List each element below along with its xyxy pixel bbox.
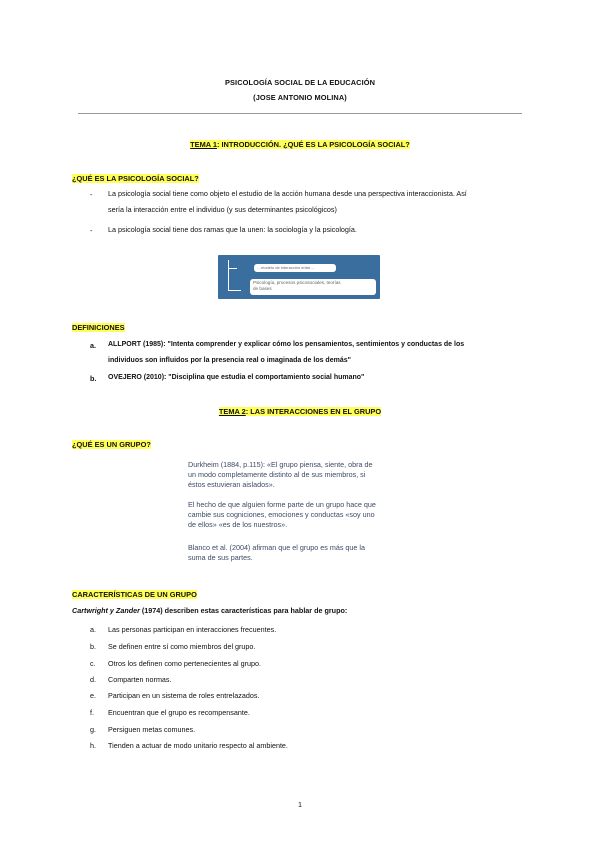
list-marker: g.: [90, 725, 96, 734]
section-heading-definiciones: DEFINICIONES: [72, 323, 125, 332]
tema-2-label: TEMA 2: [218, 407, 246, 416]
definition-allport: ALLPORT (1985): "Intenta comprender y explicar cómo los pensamientos, sentimientos y conductas de los individuos son influidos por la presencia real o imaginada de los demás": [108, 341, 465, 364]
list-item: Tienden a actuar de modo unitario respecto al ambiente.: [108, 741, 288, 750]
list-marker: c.: [90, 659, 96, 668]
quote-pertenencia: El hecho de que alguien forme parte de un grupo hace que cambie sus cogniciones, emociones y conductas «soy uno de ellos» «es de los nuestros».: [188, 500, 376, 529]
tema-1-rest: : INTRODUCCIÓN. ¿QUÉ ES LA PSICOLOGÍA SOCIAL?: [216, 140, 410, 149]
list-item: Se definen entre sí como miembros del grupo.: [108, 642, 256, 651]
list-marker: f.: [90, 708, 94, 717]
bullet-dash: -: [90, 226, 93, 235]
tema-2-title: [0, 407, 600, 416]
list-marker: h.: [90, 741, 96, 750]
definition-marker-a: a.: [90, 341, 96, 350]
bullet-dash: -: [90, 190, 93, 199]
document-title: PSICOLOGÍA SOCIAL DE LA EDUCACIÓN: [224, 78, 376, 87]
header-divider: [78, 113, 522, 114]
list-item: Comparten normas.: [108, 675, 172, 684]
bullet-text-1: La psicología social tiene como objeto el estudio de la acción humana desde una perspectiva interaccionista. Así sería la interacción entre el individuo (y sus determinantes psicológicos): [108, 189, 467, 214]
tema-1-label: TEMA 1: [190, 140, 217, 149]
section-heading-grupo: ¿QUÉ ES UN GRUPO?: [72, 440, 151, 449]
bullet-text-2: La psicología social tiene dos ramas que la unen: la sociología y la psicología.: [108, 225, 357, 234]
list-item: Las personas participan en interacciones frecuentes.: [108, 625, 277, 634]
list-marker: b.: [90, 642, 96, 651]
diagram-top-box: …modelo de interacción entre…: [254, 264, 336, 272]
caracteristicas-intro: Cartwright y Zander (1974) describen estas características para hablar de grupo:: [72, 606, 348, 615]
list-marker: e.: [90, 691, 96, 700]
list-item: Participan en un sistema de roles entrelazados.: [108, 691, 260, 700]
section-heading-caracteristicas: CARACTERÍSTICAS DE UN GRUPO: [72, 590, 197, 599]
diagram-bottom-box: Psicología, procesos psicosociales, teorías de bases: [250, 279, 376, 295]
list-marker: a.: [90, 625, 96, 634]
list-item: Otros los definen como pertenecientes al grupo.: [108, 659, 262, 668]
quote-blanco: Blanco et al. (2004) afirman que el grupo es más que la suma de sus partes.: [188, 543, 365, 562]
list-marker: d.: [90, 675, 96, 684]
list-item: Persiguen metas comunes.: [108, 725, 196, 734]
tema-1-title: [0, 140, 600, 149]
list-item: Encuentran que el grupo es recompensante.: [108, 708, 250, 717]
section-heading-psicologia-social: ¿QUÉ ES LA PSICOLOGÍA SOCIAL?: [72, 174, 199, 183]
diagram-image: [218, 255, 380, 299]
page-number: 1: [298, 800, 302, 809]
quote-durkheim: Durkheim (1884, p.115): «El grupo piensa, siente, obra de un modo completamente distinto al de sus miembros, si éstos estuvieran aislados».: [188, 460, 373, 489]
definition-ovejero: OVEJERO (2010): "Disciplina que estudia el comportamiento social humano": [108, 374, 365, 381]
document-author: (JOSE ANTONIO MOLINA): [253, 93, 347, 102]
tema-2-rest: : LAS INTERACCIONES EN EL GRUPO: [245, 407, 382, 416]
diagram-connector: [228, 268, 241, 291]
definition-marker-b: b.: [90, 374, 97, 383]
